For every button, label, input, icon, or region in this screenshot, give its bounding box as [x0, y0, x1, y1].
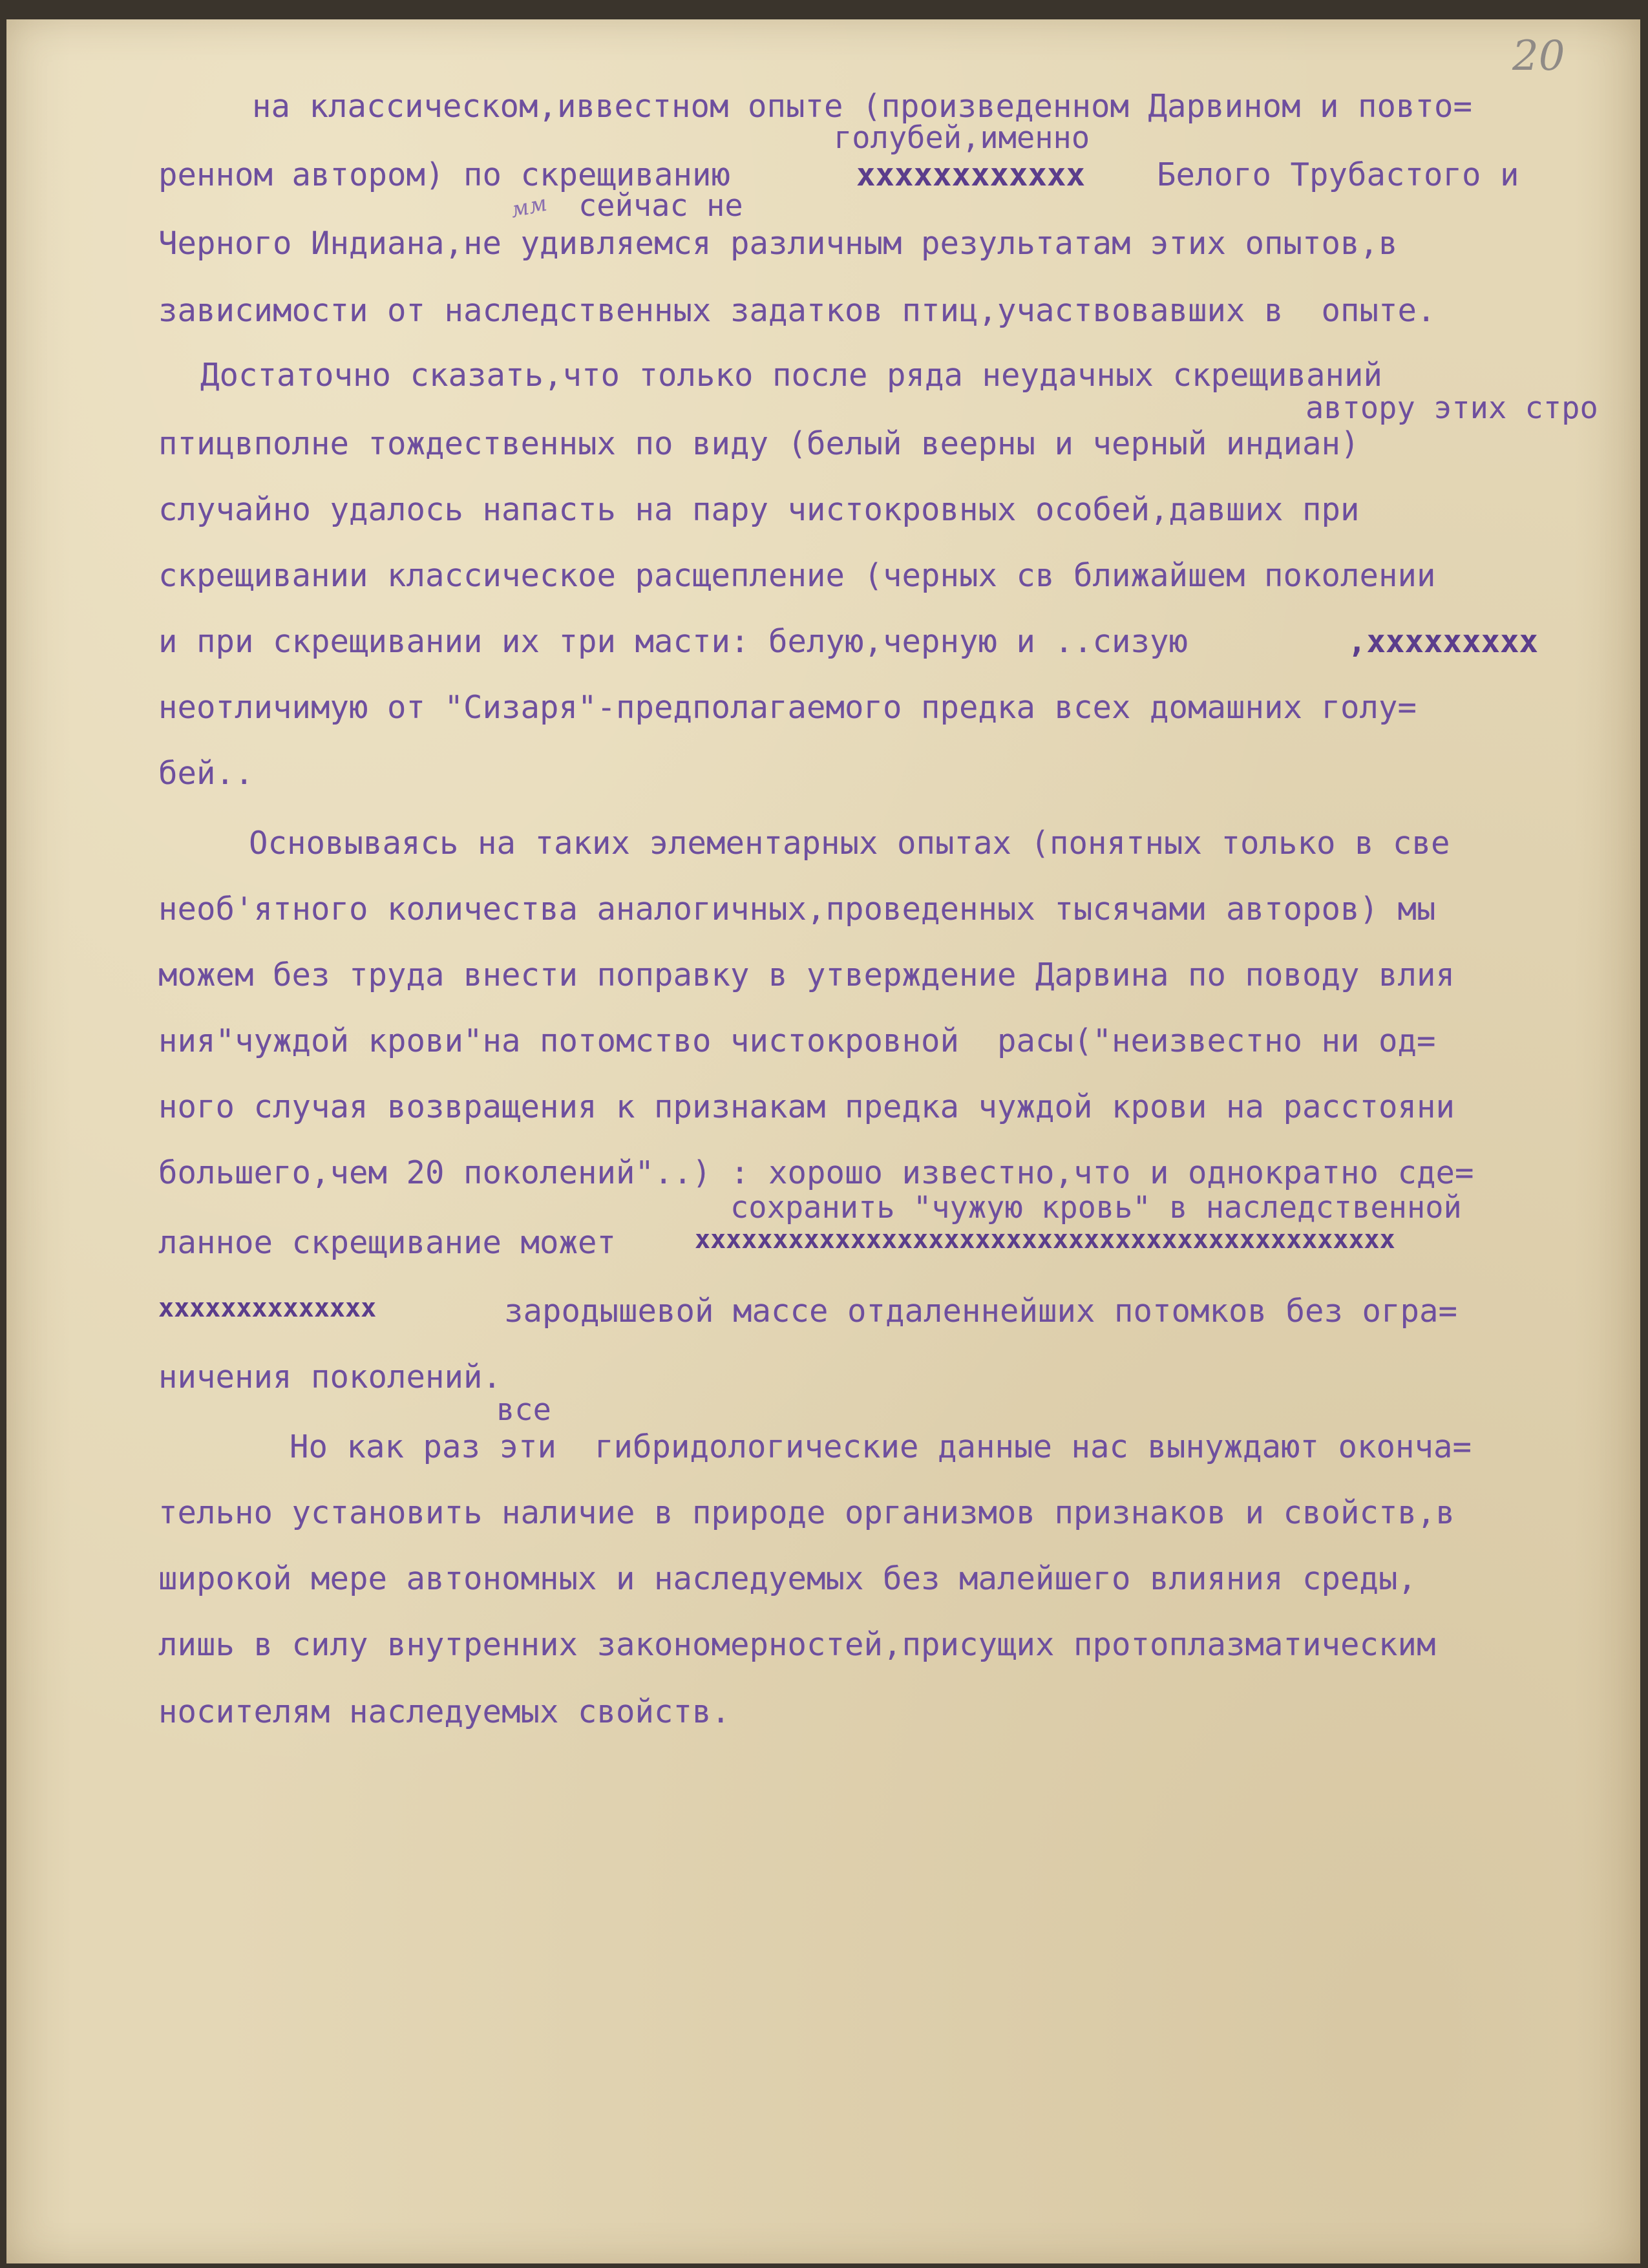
text-line: ланное скрещивание может [158, 1224, 617, 1261]
text-line: большего,чем 20 поколений"..) : хорошо известно,что и однократно сде= [158, 1154, 1474, 1191]
struck-out-text: хххххххххххх [856, 156, 1086, 193]
text-line: ного случая возвращения к признакам предка чуждой крови на расстояни [158, 1088, 1455, 1125]
text-line: на классическом,иввестном опыте (произведенном Дарвином и повто= [252, 88, 1473, 125]
page-number: 20 [1512, 32, 1565, 80]
interlinear-insert: автору этих стро [1305, 390, 1598, 426]
text-line: Черного Индиана,не удивляемся различным результатам этих опытов,в [158, 225, 1398, 262]
text-line: Основываясь на таких элементарных опытах (понятных только в све [249, 825, 1450, 862]
text-line: и при скрещивании их три масти: белую,черную и ..сизую [158, 623, 1188, 660]
text-line: скрещивании классическое расщепление (черных св ближайшем поколении [158, 557, 1436, 594]
struck-out-text: ххххххххххххххххххххххххххххххххххххххххххххх [695, 1225, 1395, 1255]
text-line: носителям наследуемых свойств. [158, 1693, 731, 1730]
text-line: Белого Трубастого и [1157, 156, 1519, 193]
text-line: Но как раз эти гибридологические данные нас вынуждают оконча= [290, 1428, 1472, 1465]
text-line: ния"чуждой крови"на потомство чистокровной расы("неизвестно ни од= [158, 1023, 1436, 1059]
interlinear-insert: все [496, 1392, 551, 1428]
text-line: птицвполне тождественных по виду (белый веерны и черный индиан) [158, 425, 1360, 462]
interlinear-insert: сейчас не [578, 188, 743, 224]
paper-sheet [6, 19, 1640, 2263]
text-line: ренном автором) по скрещиванию [158, 156, 731, 193]
text-line: зародышевой массе отдаленнейших потомков без огра= [504, 1293, 1458, 1330]
struck-out-text: ,ххххххххх [1347, 623, 1539, 660]
text-line: случайно удалось напасть на пару чистокровных особей,давших при [158, 491, 1360, 528]
handwritten-margin-mark: мм [508, 190, 549, 224]
struck-out-text: хххххххххххххх [158, 1293, 377, 1323]
text-line: ничения поколений. [158, 1359, 502, 1395]
text-line: широкой мере автономных и наследуемых без малейшего влияния среды, [158, 1560, 1417, 1597]
interlinear-insert: голубей,именно [834, 120, 1090, 156]
text-line: необ'ятного количества аналогичных,проведенных тысячами авторов) мы [158, 891, 1436, 927]
text-line: тельно установить наличие в природе организмов признаков и свойств,в [158, 1494, 1455, 1531]
text-line: неотличимую от "Сизаря"-предполагаемого предка всех домашних голу= [158, 689, 1417, 726]
text-line: можем без труда внести поправку в утверждение Дарвина по поводу влия [158, 957, 1455, 993]
text-line: Достаточно сказать,что только после ряда неудачных скрещиваний [200, 357, 1383, 394]
text-line: бей.. [158, 755, 254, 792]
interlinear-insert: сохранить "чужую кровь" в наследственной [730, 1190, 1462, 1225]
text-line: лишь в силу внутренних закономерностей,присущих протоплазматическим [158, 1626, 1436, 1663]
text-line: зависимости от наследственных задатков птиц,участвовавших в опыте. [158, 292, 1436, 329]
